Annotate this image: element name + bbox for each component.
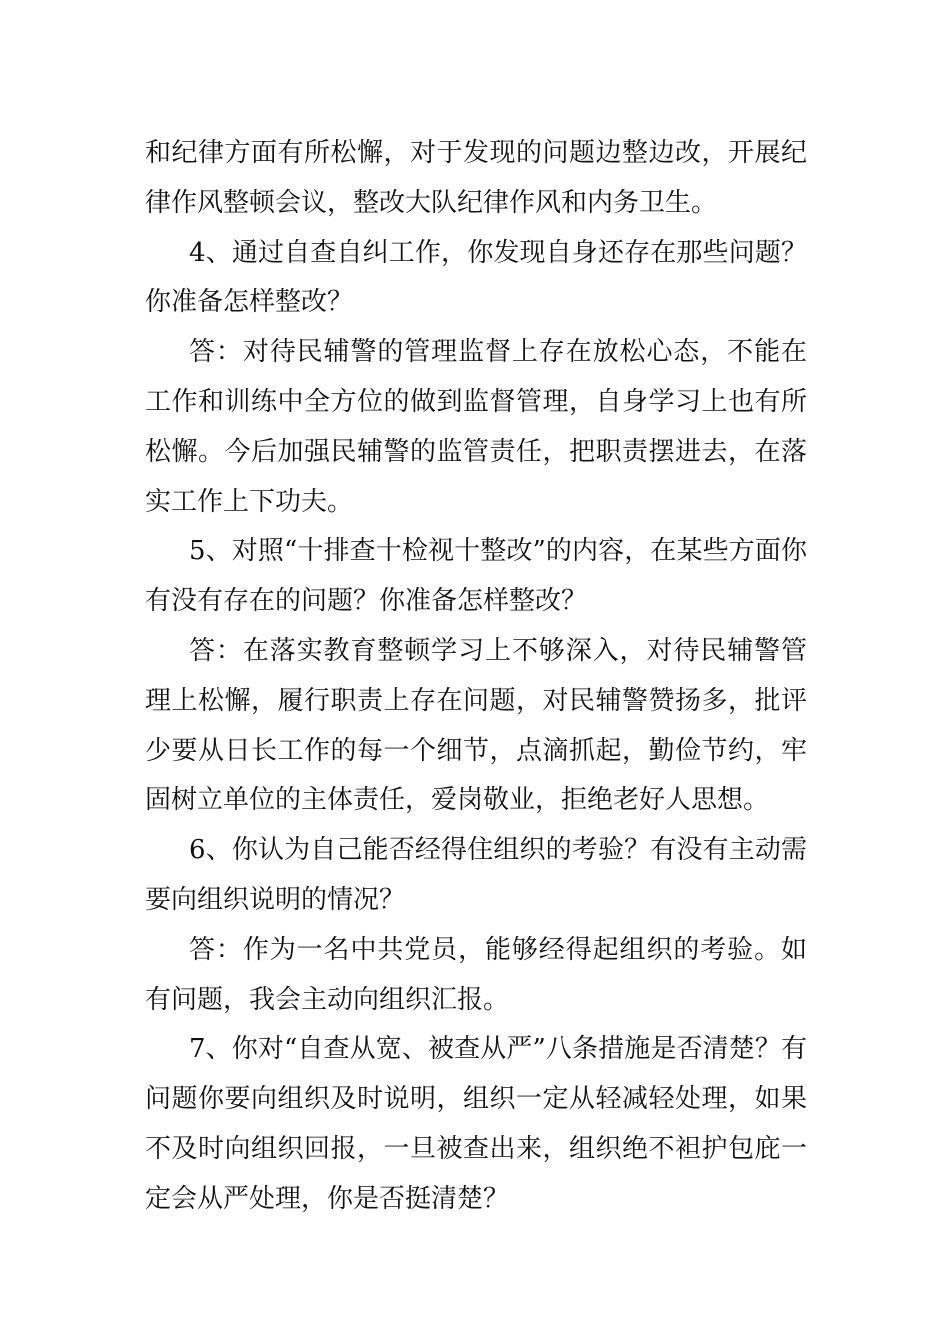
question-4: 4、通过自查自纠工作，你发现自身还存在那些问题？你准备怎样整改？ [145, 237, 807, 318]
question-7: 7、你对“自查从宽、被查从严”八条措施是否清楚？有问题你要向组织及时说明，组织一定从轻减轻处理，如果不及时向组织回报，一旦被查出来，组织绝不袒护包庇一定会从严处理，你是否挺清楚？ [145, 1034, 807, 1214]
paragraph-continuation: 和纪律方面有所松懈，对于发现的问题边整边改，开展纪律作风整顿会议，整改大队纪律作风和内务卫生。 [145, 138, 807, 218]
question-6: 6、你认为自己能否经得住组织的考验？有没有主动需要向组织说明的情况？ [145, 835, 807, 915]
document-body [145, 129, 807, 1225]
answer-5: 答：在落实教育整顿学习上不够深入，对待民辅警管理上松懈，履行职责上存在问题，对民辅警赞扬多，批评少要从日长工作的每一个细节，点滴抓起，勤俭节约，牢固树立单位的主体责任，爱岗敬业，拒绝老好人思想。 [145, 635, 807, 816]
answer-4: 答：对待民辅警的管理监督上存在放松心态，不能在工作和训练中全方位的做到监督管理，自身学习上也有所松懈。今后加强民辅警的监管责任，把职责摆进去，在落实工作上下功夫。 [145, 337, 807, 517]
answer-6: 答：作为一名中共党员，能够经得起组织的考验。如有问题，我会主动向组织汇报。 [145, 934, 807, 1015]
question-5: 5、对照“十排查十检视十整改”的内容，在某些方面你有没有存在的问题？你准备怎样整改？ [145, 536, 807, 617]
